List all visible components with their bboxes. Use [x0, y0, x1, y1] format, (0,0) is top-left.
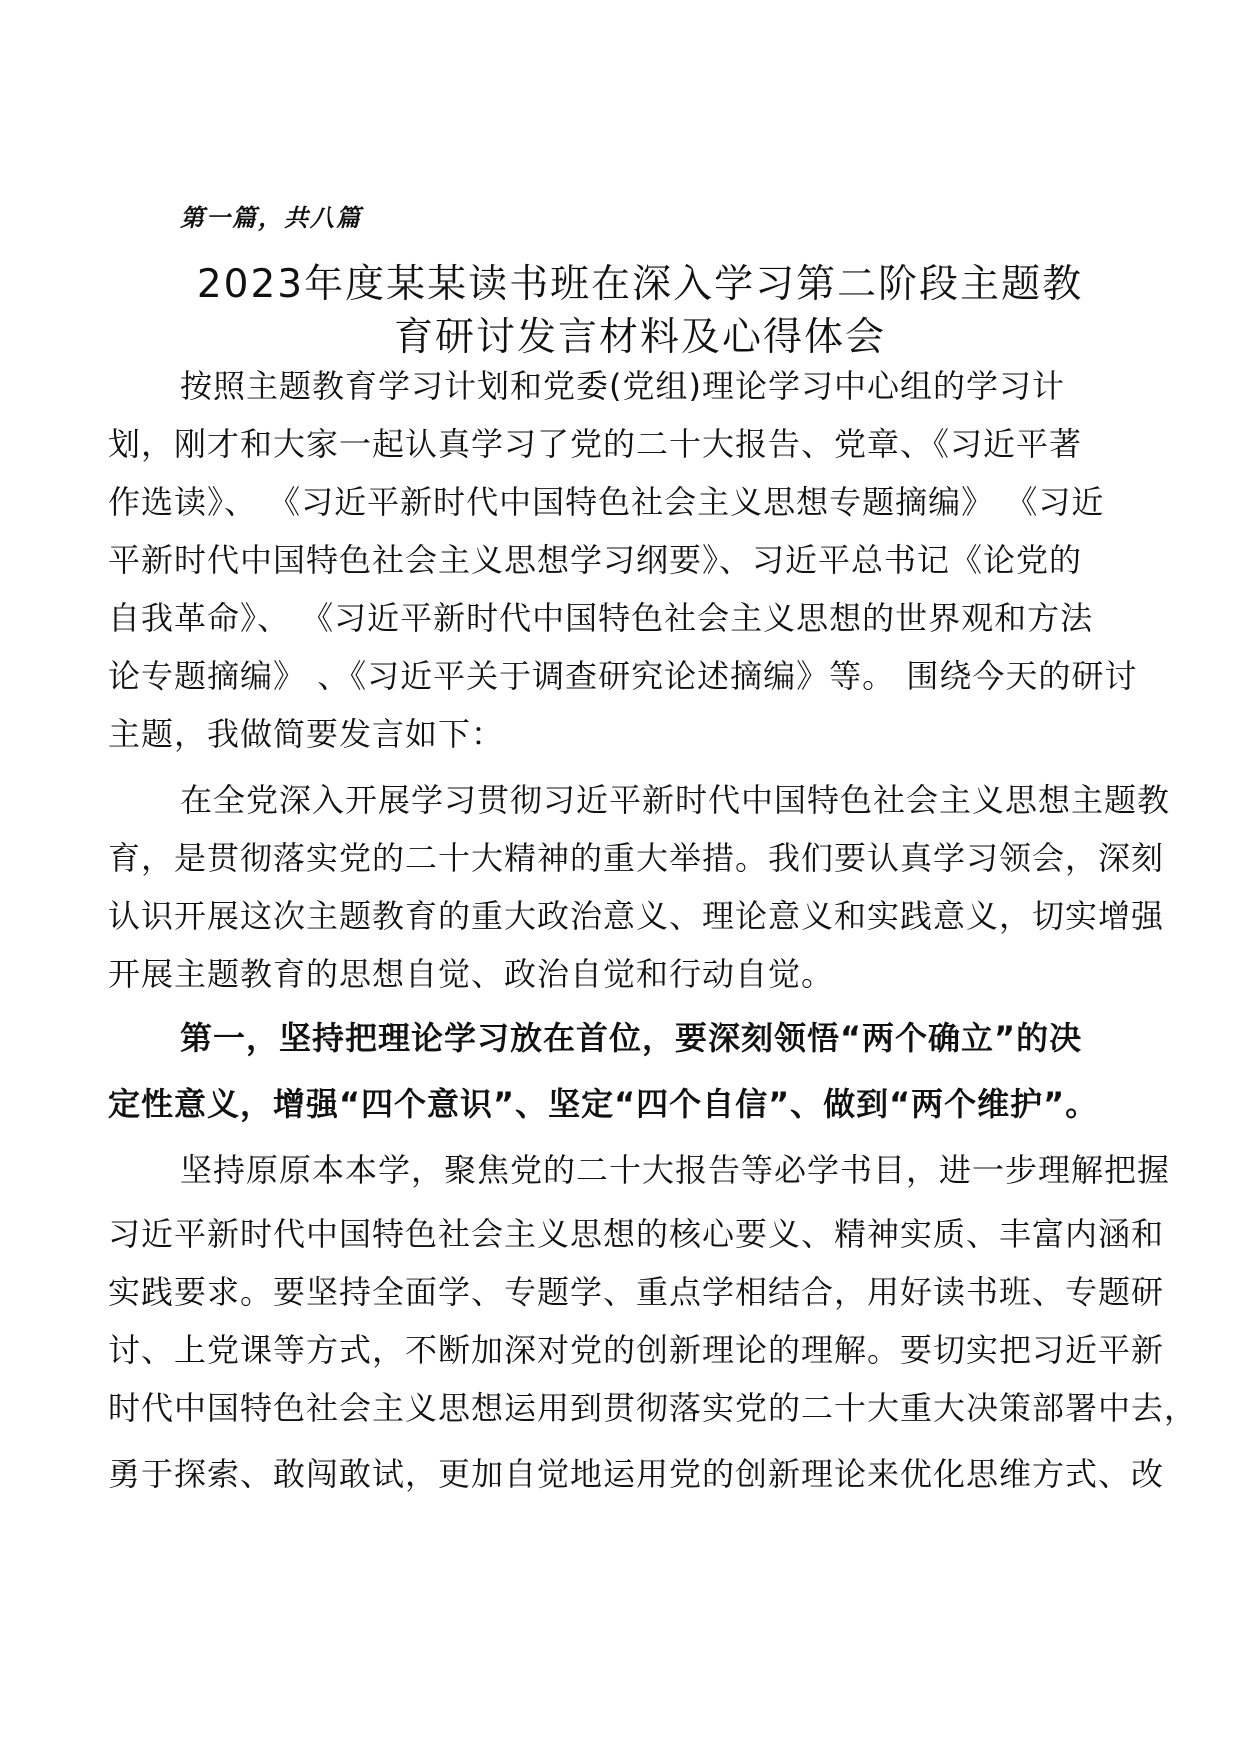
section-heading-line: 定性意义，增强“四个意识”、坚定“四个自信”、做到“两个维护”。: [108, 1085, 1099, 1123]
body-line: 实践要求。要坚持全面学、专题学、重点学相结合，用好读书班、专题研: [108, 1273, 1165, 1311]
body-line: 习近平新时代中国特色社会主义思想的核心要义、精神实质、丰富内涵和: [108, 1215, 1165, 1253]
body-line: 坚持原原本本学，聚焦党的二十大报告等必学书目，进一步理解把握: [180, 1151, 1171, 1189]
body-line: 时代中国特色社会主义思想运用到贯彻落实党的二十大重大决策部署中去，: [108, 1389, 1198, 1427]
body-line: 勇于探索、敢闯敢试，更加自觉地运用党的创新理论来优化思维方式、改: [108, 1455, 1165, 1493]
series-label: 第一篇，共八篇: [180, 203, 362, 232]
body-line: 在全党深入开展学习贯彻习近平新时代中国特色社会主义思想主题教: [180, 781, 1171, 819]
body-line: 讨、上党课等方式，不断加深对党的创新理论的理解。要切实把习近平新: [108, 1331, 1165, 1369]
body-line: 按照主题教育学习计划和党委(党组)理论学习中心组的学习计: [180, 367, 1065, 405]
section-heading-line: 第一，坚持把理论学习放在首位，要深刻领悟“两个确立”的决: [180, 1019, 1083, 1057]
body-line: 育，是贯彻落实党的二十大精神的重大举措。我们要认真学习领会，深刻: [108, 839, 1165, 877]
body-line: 作选读》、 《习近平新时代中国特色社会主义思想专题摘编》 《习近: [108, 483, 1105, 521]
body-line: 认识开展这次主题教育的重大政治意义、理论意义和实践意义，切实增强: [108, 897, 1165, 935]
title-line: 2023年度某某读书班在深入学习第二阶段主题教: [196, 262, 1084, 307]
title-line: 育研讨发言材料及心得体会: [393, 315, 886, 360]
document-title: [150, 258, 1130, 364]
body-line: 平新时代中国特色社会主义思想学习纲要》、习近平总书记《论党的: [108, 541, 1083, 579]
body-line: 论专题摘编》 、《习近平关于调查研究论述摘编》等。 围绕今天的研讨: [108, 657, 1138, 695]
body-line: 开展主题教育的思想自觉、政治自觉和行动自觉。: [108, 955, 835, 993]
body-line: 划，刚才和大家一起认真学习了党的二十大报告、党章、《习近平著: [108, 425, 1083, 463]
body-line: 主题，我做简要发言如下：: [108, 715, 505, 753]
body-line: 自我革命》、 《习近平新时代中国特色社会主义思想的世界观和方法: [108, 599, 1094, 637]
